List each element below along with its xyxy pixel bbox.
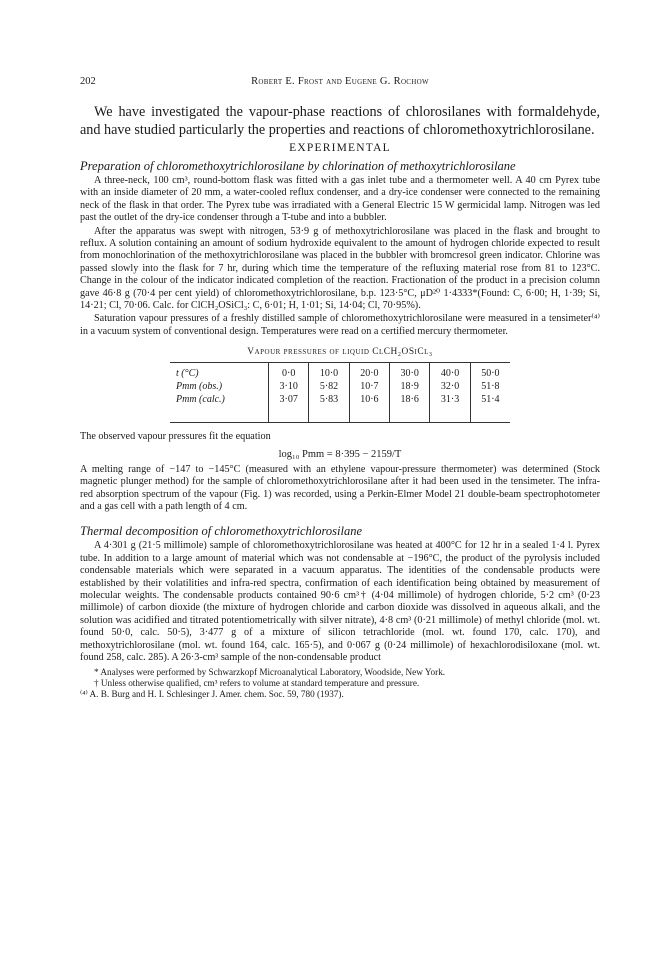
table-cell: 51·8 [470, 380, 510, 393]
paragraph-apparatus: A three-neck, 100 cm³, round-bottom flask was fitted with a gas inlet tube and a thermometer well. A 40 cm Pyrex tube with an inside diameter of 20 mm, a water-cooled reflux condenser, and a dry-ice condenser were connected to the remaining neck of the flask in that order. The Pyrex tube was irradiated with a General Electric 15 W germicidal lamp. Nitrogen was led past the outlet of the dry-ice condenser through a T-tube and into a bubbler. [80, 175, 600, 224]
subheading-preparation: Preparation of chloromethoxytrichlorosilane by chlorination of methoxytrichlorosilane [80, 159, 516, 173]
row-label: Pmm (obs.) [176, 381, 223, 393]
table-cell: 10·7 [349, 380, 389, 393]
footnote-analyses: * Analyses were performed by Schwarzkopf Microanalytical Laboratory, Woodside, New York. [94, 667, 446, 678]
subheading-thermal-decomposition: Thermal decomposition of chloromethoxytrichlorosilane [80, 524, 363, 539]
paragraph-vapour-pressure: Saturation vapour pressures of a freshly distilled sample of chloromethoxytrichlorosilane were measured in a tensimeter⁽⁴⁾ in a vacuum system of conventional design. Temperatures were read on a certified mercury thermometer. [80, 313, 600, 337]
page-number: 202 [80, 76, 96, 87]
table-cell: 10·6 [349, 393, 389, 423]
table-cell: 40·0 [430, 363, 470, 381]
intro-paragraph: We have investigated the vapour-phase reactions of chlorosilanes with formaldehyde, and have studied particularly the properties and reactions of chloromethoxytrichlorosilane. [80, 104, 600, 138]
table-cell: 30·0 [390, 363, 430, 381]
paragraph-melting-range: A melting range of −147 to −145°C (measured with an ethylene vapour-pressure thermometer) was determined (Stock magnetic plunger method) for the sample of chloromethoxytrichlorosilane after it had been used in the tensimeter. The infra-red absorption spectrum of the vapour (Fig. 1) was recorded, using a Perkin-Elmer Model 21 double-beam spectrophotometer and a gas cell with a path length of 4 cm. [80, 463, 600, 512]
table-cell: 5·82 [309, 380, 349, 393]
page-header [80, 76, 600, 92]
table-cell: 3·10 [269, 380, 309, 393]
row-label: Pmm (calc.) [176, 394, 225, 406]
table-cell: 18·6 [390, 393, 430, 423]
table-row [170, 363, 510, 381]
table-cell: 32·0 [430, 380, 470, 393]
footnote-stp: † Unless otherwise qualified, cm³ refers to volume at standard temperature and pressure. [94, 678, 420, 689]
vapour-pressure-equation: log₁₀ Pmm = 8·395 − 2159/T [278, 448, 402, 460]
table-cell: 51·4 [470, 393, 510, 423]
vapour-pressure-table [170, 362, 510, 423]
table-cell: 10·0 [309, 363, 349, 381]
paragraph-pyrolysis: A 4·301 g (21·5 millimole) sample of chloromethoxytrichlorosilane was heated at 400°C for 12 hr in a sealed 1·4 l. Pyrex tube. In addition to a large amount of material which was not condensable at −196°C, the product of the pyrolysis included condensable materials which were separated in a vacuum apparatus. The identities of the condensable products were established by their volatilities and infra-red spectra, confirmation of each identification being obtained by measurement of molecular weights. The condensable products contained 90·6 cm³† (4·04 millimole) of hydrogen chloride, 5·2 cm³ (0·23 millimole) of carbon dioxide (the mixture of hydrogen chloride and carbon dioxide was dissolved in aqueous alkali, and the solution was acidified and titrated potentiometrically with silver nitrate), 4·8 cm³ (0·21 millimole) of methyl chloride (mol. wt. found 50·0, calc. 50·5), 3·477 g of a mixture of silicon tetrachloride (mol. wt. found 170, calc. 170), and methoxytrichlorosilane (mol. wt. found 164, calc. 165·5), and 0·067 g (0·24 millimole) of hexachlorodisiloxane (mol. wt. found 258, calc. 285). A 26·3-cm³ sample of the non-condensable product [80, 540, 600, 663]
table-caption: Vapour pressures of liquid ClCH₂OSiCl₃ [247, 347, 433, 358]
table-cell: 18·9 [390, 380, 430, 393]
row-label: t (°C) [176, 368, 199, 380]
journal-page [80, 76, 600, 700]
table-cell: 0·0 [269, 363, 309, 381]
table-row [170, 380, 510, 393]
footnotes [80, 667, 600, 700]
footnote-reference: ⁽⁴⁾ A. B. Burg and H. I. Schlesinger J. Amer. chem. Soc. 59, 780 (1937). [80, 689, 344, 700]
table-row [170, 393, 510, 423]
table-cell: 31·3 [430, 393, 470, 423]
paragraph-chlorination: After the apparatus was swept with nitrogen, 53·9 g of methoxytrichlorosilane was placed in the flask and brought to reflux. A solution containing an amount of sodium hydroxide equivalent to the amount of hydrogen chloride expected to result from monochlorination of the methoxytrichlorosilane was placed in the bubbler with bromcresol green indicator. Chlorine was passed slowly into the flask for 7 hr, during which time the temperature of the refluxing material rose from 81 to 123°C. Change in the colour of the indicator indicated completion of the reaction. Fractionation of the product in a precision column gave 46·8 g (70·4 per cent yield) of chloromethoxytrichlorosilane, b.p. 123·5°C, μD²⁰ 1·4333*(Found: C, 6·00; H, 1·39; Si, 14·21; Cl, 70·06. Calc. for ClCH₂OSiCl₃: C, 6·01; H, 1·01; Si, 14·04; Cl, 70·95%). [80, 225, 600, 312]
table-cell: 20·0 [349, 363, 389, 381]
table-cell: 3·07 [269, 393, 309, 423]
running-head: Robert E. Frost and Eugene G. Rochow [251, 76, 429, 87]
paragraph-equation-intro: The observed vapour pressures fit the equation [80, 431, 271, 443]
table-cell: 5·83 [309, 393, 349, 423]
table-cell: 50·0 [470, 363, 510, 381]
section-heading: EXPERIMENTAL [289, 142, 391, 154]
